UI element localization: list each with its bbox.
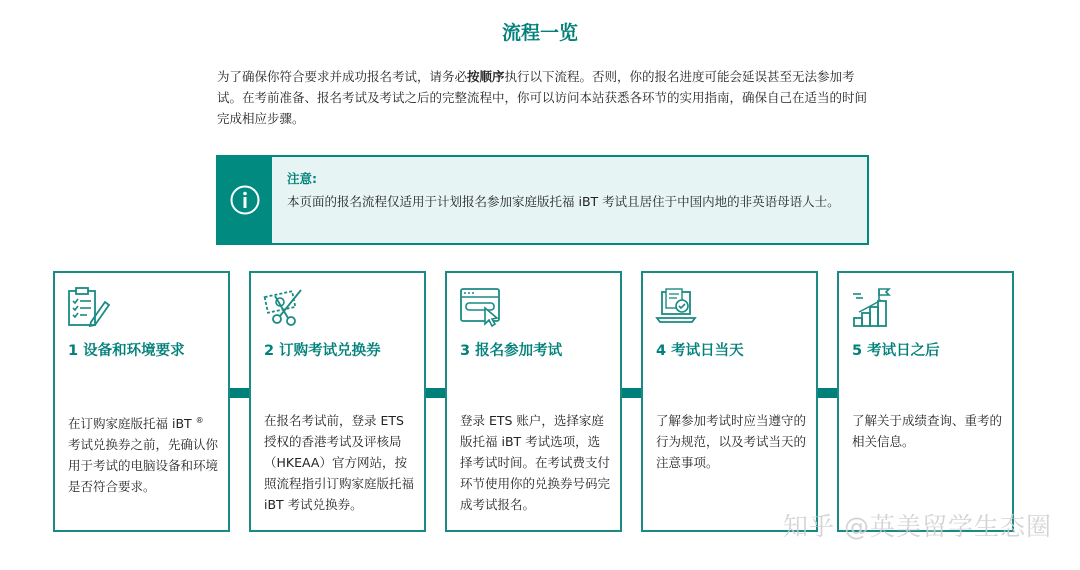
- step-card-after-test[interactable]: [837, 271, 1014, 532]
- step-description: 登录 ETS 账户，选择家庭版托福 iBT 考试选项，选择考试时间。在考试费支付环节使用你的兑换券号码完成考试报名。: [460, 413, 611, 512]
- browser-cursor-icon: [459, 286, 503, 328]
- step-card-register[interactable]: [445, 271, 622, 532]
- step-title: 5 考试日之后: [852, 343, 940, 359]
- info-circle-icon: [229, 184, 261, 216]
- notice-text: 本页面的报名流程仅适用于计划报名参加家庭版托福 iBT 考试且居住于中国内地的非英语母语人士。: [287, 194, 840, 209]
- laptop-check-icon: [655, 286, 699, 328]
- checklist-clipboard-icon: [67, 286, 111, 328]
- registered-mark: ®: [195, 416, 204, 425]
- step-title: 1 设备和环境要求: [68, 343, 185, 359]
- watermark: 知乎 @英美留学生态圈: [783, 512, 1052, 541]
- step-card-device[interactable]: [53, 271, 230, 532]
- step-title: 2 订购考试兑换券: [264, 343, 381, 359]
- step-title: 3 报名参加考试: [460, 343, 563, 359]
- step-description: 了解关于成绩查询、重考的相关信息。: [852, 413, 1003, 449]
- step-title: 4 考试日当天: [656, 343, 744, 359]
- notice-content: [272, 157, 867, 243]
- step-description: [68, 410, 218, 497]
- step-card-voucher[interactable]: [249, 271, 426, 532]
- notice-label: 注意:: [287, 171, 317, 186]
- intro-text-start: 为了确保你符合要求并成功报名考试，请务必: [217, 69, 468, 84]
- step-description-text: 在订购家庭版托福 iBT: [68, 416, 192, 432]
- step-connector: [620, 388, 641, 398]
- notice-box: [216, 155, 869, 245]
- notice-sidebar: [218, 157, 272, 243]
- step-description: 了解参加考试时应当遵守的行为规范，以及考试当天的注意事项。: [656, 413, 807, 470]
- voucher-scissors-icon: [263, 286, 307, 328]
- intro-paragraph: [217, 66, 867, 129]
- step-connector: [424, 388, 445, 398]
- page-title: 流程一览: [501, 22, 578, 44]
- step-description: 在报名考试前，登录 ETS 授权的香港考试及评核局（HKEAA）官方网站，按照流程指引订购家庭版托福 iBT 考试兑换券。: [264, 413, 415, 512]
- intro-emphasis: 按顺序: [467, 69, 505, 84]
- intro-text-end: 执行以下流程。否则，你的报名进度可能会延误甚至无法参加考试。在考前准备、报名考试及考试之后的完整流程中，你可以访问本站获悉各环节的实用指南，确保自己在适当的时间完成相应步骤。: [217, 69, 868, 126]
- step-description-text: 考试兑换券之前，先确认你用于考试的电脑设备和环境是否符合要求。: [68, 437, 219, 495]
- podium-flag-icon: [851, 286, 895, 328]
- step-connector: [816, 388, 837, 398]
- step-card-test-day[interactable]: [641, 271, 818, 532]
- step-connector: [228, 388, 249, 398]
